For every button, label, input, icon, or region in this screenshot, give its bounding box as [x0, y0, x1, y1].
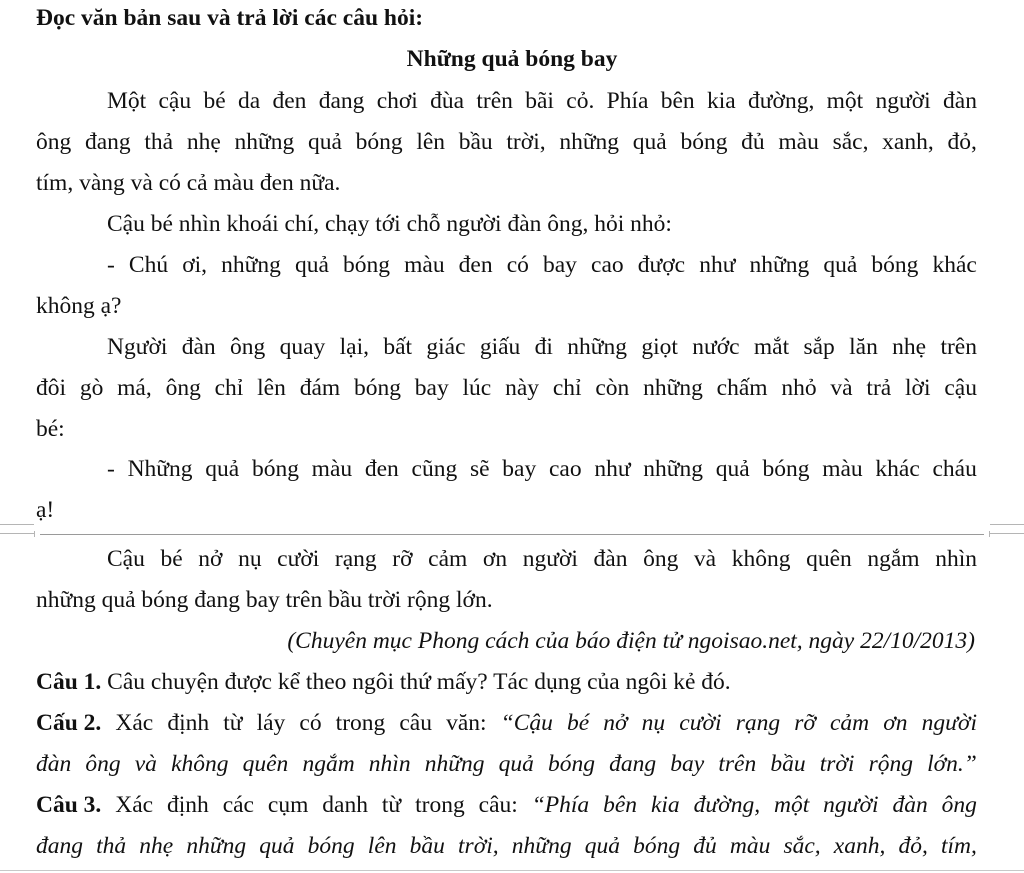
question-1-text: Câu chuyện được kể theo ngôi thứ mấy? Tác dụng của ngôi kẻ đó. — [101, 669, 731, 695]
word: nhìn — [935, 546, 977, 572]
word: đường, — [693, 792, 761, 818]
word: bóng — [871, 252, 919, 278]
word: quên — [806, 546, 852, 572]
word: trời — [819, 751, 855, 777]
word: trên — [718, 751, 757, 777]
question-2 — [0, 708, 1024, 738]
page-break-marker-right — [990, 524, 1024, 534]
word: trả — [866, 375, 892, 401]
word: những — [643, 456, 704, 482]
word: bóng — [343, 252, 391, 278]
word: bay — [670, 751, 705, 777]
word: cảm — [428, 546, 468, 572]
word: giấu — [479, 334, 521, 360]
word: sắc, — [832, 129, 869, 155]
word: bóng — [353, 375, 401, 401]
word: khác — [932, 252, 977, 278]
page-break-tick-left — [34, 531, 35, 537]
word: những — [567, 334, 627, 360]
word: văn: — [446, 710, 487, 736]
word: ông — [85, 751, 121, 777]
word: bất — [383, 334, 413, 360]
word: nhỏ — [781, 375, 817, 401]
word: tím, — [940, 833, 977, 859]
word: Chú — [128, 252, 169, 278]
word: màu — [822, 456, 863, 482]
word: nở — [198, 546, 223, 572]
question-2-label: Cấu 2. — [36, 710, 102, 736]
word: cậu — [944, 375, 977, 401]
word: chấm — [716, 375, 768, 401]
word: bay — [414, 375, 449, 401]
word: cỏ. — [566, 88, 595, 114]
word: định — [166, 792, 209, 818]
word: bên — [660, 88, 695, 114]
story-line — [0, 373, 1024, 403]
word: đủ — [741, 129, 765, 155]
word: đen — [272, 88, 307, 114]
word: quả — [632, 129, 667, 155]
word: cũng — [411, 456, 458, 482]
word: quả — [584, 833, 620, 859]
word: xanh, — [833, 833, 886, 859]
word: quả — [259, 833, 295, 859]
word: lời — [905, 375, 931, 401]
word: bóng — [548, 751, 596, 777]
word: cao — [548, 456, 582, 482]
word: Xác — [115, 710, 154, 736]
word: ông — [941, 792, 977, 818]
story-line: ạ! — [36, 497, 55, 523]
word: lớn.” — [927, 751, 977, 777]
word: cụm — [267, 792, 309, 818]
word: đàn — [943, 88, 977, 114]
word: cảm — [829, 710, 870, 736]
word: rộng — [868, 751, 913, 777]
word: thả — [144, 129, 174, 155]
word: quả — [205, 456, 240, 482]
word: và — [134, 751, 157, 777]
word: như — [594, 456, 631, 482]
word: trời, — [506, 129, 546, 155]
word: lúc — [462, 375, 492, 401]
word: câu — [399, 710, 432, 736]
word: từ — [381, 792, 402, 818]
word: sắp — [803, 334, 835, 360]
word: bay — [502, 456, 537, 482]
word: đi — [534, 334, 553, 360]
word: bầu — [409, 833, 445, 859]
word: sắc, — [783, 833, 821, 859]
word: trời, — [458, 833, 499, 859]
word: quả — [715, 456, 750, 482]
word: lên — [416, 129, 446, 155]
question-3-label: Câu 3. — [36, 792, 102, 818]
word: cháu — [932, 456, 977, 482]
word: ông — [165, 375, 201, 401]
word: da — [237, 88, 261, 114]
word: người — [522, 546, 578, 572]
word: đàn — [36, 751, 72, 777]
word: màu — [778, 129, 819, 155]
word: những — [221, 252, 281, 278]
word: má, — [117, 375, 152, 401]
story-line — [0, 250, 1024, 280]
word: nhẹ — [892, 334, 927, 360]
word: những — [559, 129, 620, 155]
word: “Phía — [531, 792, 590, 818]
word: - — [107, 456, 115, 482]
page-break-tick-right — [989, 531, 990, 537]
word: nở — [603, 710, 628, 736]
word: kia — [650, 792, 680, 818]
word: trên — [476, 88, 513, 114]
word: cười — [679, 710, 722, 736]
word: còn — [595, 375, 630, 401]
word: nhẹ — [139, 833, 174, 859]
word: danh — [322, 792, 368, 818]
word: màu — [729, 833, 771, 859]
word: trong — [335, 710, 386, 736]
story-line — [0, 86, 1024, 116]
word: người — [823, 792, 879, 818]
word: đôi — [36, 375, 67, 401]
word: bãi — [525, 88, 554, 114]
word: rỡ — [392, 546, 413, 572]
word: được — [637, 252, 686, 278]
word: màu — [311, 456, 353, 482]
word: khác — [875, 456, 920, 482]
page-break-line — [40, 534, 984, 535]
word: lại, — [339, 334, 369, 360]
word: ông — [230, 334, 266, 360]
word: Những — [127, 456, 193, 482]
instruction-heading: Đọc văn bản sau và trả lời các câu hỏi: — [36, 5, 424, 31]
word: đủ — [693, 833, 717, 859]
word: đang — [318, 88, 365, 114]
word: “Cậu — [500, 710, 553, 736]
source-citation: (Chuyên mục Phong cách của báo điện tử ngoisao.net, ngày 22/10/2013) — [287, 628, 975, 654]
word: bầu — [770, 751, 806, 777]
word: quả — [294, 252, 329, 278]
question-1-label: Câu 1. — [36, 669, 102, 695]
word: ông — [643, 546, 679, 572]
word: màu — [404, 252, 445, 278]
word: đang — [609, 751, 657, 777]
story-line — [0, 127, 1024, 157]
word: gò — [79, 375, 104, 401]
page-bottom-divider — [0, 870, 1024, 871]
word: bên — [603, 792, 638, 818]
word: người — [921, 710, 977, 736]
word: đen — [364, 456, 399, 482]
word: rạng — [735, 710, 781, 736]
word: bé — [203, 88, 226, 114]
word: Người — [107, 334, 168, 360]
word: cao — [591, 252, 624, 278]
story-line — [0, 332, 1024, 362]
word: lên — [367, 833, 397, 859]
word: chỉ — [214, 375, 244, 401]
word: các — [222, 792, 254, 818]
word: Một — [107, 88, 147, 114]
story-line: Cậu bé nhìn khoái chí, chạy tới chỗ người đàn ông, hỏi nhỏ: — [107, 211, 672, 237]
word: - — [107, 252, 115, 278]
word: bóng — [633, 833, 681, 859]
word: nụ — [238, 546, 262, 572]
story-title: Những quả bóng bay — [406, 46, 618, 72]
word: đang — [84, 129, 131, 155]
word: trên — [940, 334, 977, 360]
word: ơn — [482, 546, 508, 572]
word: người — [875, 88, 931, 114]
word: đàn — [892, 792, 928, 818]
question-2-line-2 — [0, 749, 1024, 779]
word: câu: — [478, 792, 518, 818]
word: quả — [498, 751, 534, 777]
word: đỏ, — [947, 129, 977, 155]
word: trong — [415, 792, 465, 818]
word: bay — [542, 252, 577, 278]
word: chơi — [376, 88, 418, 114]
word: quên — [242, 751, 289, 777]
word: Phía — [606, 88, 649, 114]
word: chỉ — [552, 375, 582, 401]
word: bé — [567, 710, 590, 736]
word: quay — [279, 334, 326, 360]
word: và — [693, 546, 717, 572]
word: từ — [223, 710, 243, 736]
word: bóng — [355, 129, 403, 155]
word: lên — [257, 375, 286, 401]
word: quả — [823, 252, 858, 278]
word: đùa — [430, 88, 465, 114]
word: nụ — [641, 710, 666, 736]
word: mắt — [753, 334, 790, 360]
word: một — [774, 792, 810, 818]
word: đàn — [593, 546, 628, 572]
word: những — [234, 129, 295, 155]
story-line: bé: — [36, 416, 65, 442]
word: này — [505, 375, 539, 401]
word: ơn — [883, 710, 908, 736]
word: có — [506, 252, 529, 278]
word: láy — [256, 710, 286, 736]
word: nước — [692, 334, 740, 360]
story-line: những quả bóng đang bay trên bầu trời rộng lớn. — [36, 587, 493, 613]
question-3 — [0, 790, 1024, 820]
word: Cậu — [107, 546, 145, 572]
page-break-marker-left — [0, 524, 34, 534]
word: giọt — [641, 334, 678, 360]
word: ông — [36, 129, 72, 155]
word: những — [749, 252, 810, 278]
word: bóng — [680, 129, 728, 155]
word: những — [186, 833, 247, 859]
word: rỡ — [794, 710, 816, 736]
word: xanh, — [882, 129, 934, 155]
word: bầu — [458, 129, 493, 155]
word: định — [167, 710, 210, 736]
question-3-line-2 — [0, 831, 1024, 861]
word: không — [171, 751, 229, 777]
question-1 — [0, 667, 1024, 697]
story-line — [0, 544, 1024, 574]
word: đen — [458, 252, 493, 278]
word: bé — [160, 546, 183, 572]
word: rạng — [334, 546, 377, 572]
word: và — [830, 375, 853, 401]
word: bóng — [307, 833, 355, 859]
word: quả — [307, 129, 342, 155]
word: ngắm — [302, 751, 355, 777]
word: đàn — [181, 334, 216, 360]
word: đám — [299, 375, 341, 401]
story-line: tím, vàng và có cả màu đen nữa. — [36, 170, 341, 196]
story-line — [0, 454, 1024, 484]
story-line: không ạ? — [36, 293, 122, 319]
word: đỏ, — [898, 833, 928, 859]
word: Xác — [115, 792, 154, 818]
word: như — [699, 252, 736, 278]
word: bóng — [762, 456, 810, 482]
word: thả — [96, 833, 127, 859]
word: nhìn — [368, 751, 411, 777]
word: ơi, — [182, 252, 208, 278]
word: đang — [36, 833, 83, 859]
word: kia — [707, 88, 736, 114]
word: giác — [426, 334, 466, 360]
word: không — [731, 546, 791, 572]
word: cậu — [158, 88, 192, 114]
word: những — [424, 751, 485, 777]
word: cười — [277, 546, 320, 572]
word: lăn — [849, 334, 878, 360]
word: có — [299, 710, 322, 736]
word: sẽ — [469, 456, 490, 482]
word: bóng — [251, 456, 299, 482]
word: những — [511, 833, 572, 859]
word: ngắm — [867, 546, 920, 572]
word: nhẹ — [186, 129, 221, 155]
word: những — [643, 375, 703, 401]
word: một — [826, 88, 864, 114]
word: đường, — [748, 88, 815, 114]
